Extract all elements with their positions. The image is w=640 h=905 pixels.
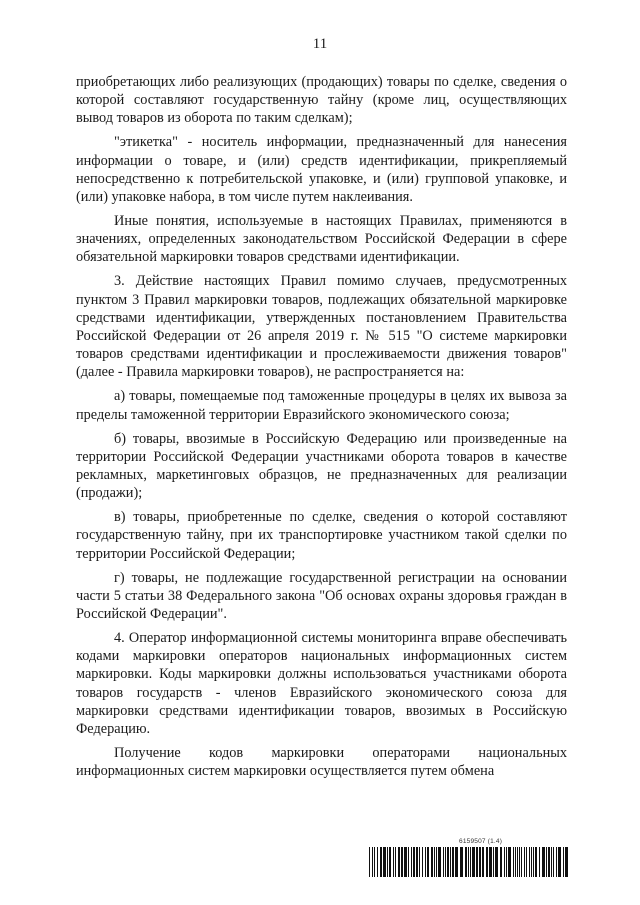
barcode-bar: [472, 847, 475, 877]
paragraph: 3. Действие настоящих Правил помимо случаев, предусмотренных пунктом 3 Правил маркировки товаров, подлежащих обязательной маркировке средствами идентификации, утвержденных постановлением Правительства Российской Федерации от 26 апреля 2019 г. № 515 "О системе маркировки товаров средствами идентификации и прослеживаемости движения товаров" (далее - Правила маркировки товаров), не распространяется на:: [76, 273, 567, 381]
barcode-bar: [504, 847, 505, 877]
barcode-bar: [546, 847, 547, 877]
barcode-bar: [427, 847, 429, 877]
barcode-bar: [455, 847, 458, 877]
barcode-bar: [425, 847, 426, 877]
barcode-bar: [517, 847, 518, 877]
barcode-bar: [508, 847, 511, 877]
barcode-bar: [389, 847, 391, 877]
barcode-bar: [422, 847, 423, 877]
paragraph: Получение кодов маркировки операторами национальных информационных систем маркировки осуществляется путем обмена: [76, 745, 567, 780]
barcode-bar: [398, 847, 400, 877]
page-number: 11: [312, 36, 328, 52]
barcode-bar: [495, 847, 498, 877]
barcode-bar: [535, 847, 537, 877]
barcode-bar: [377, 847, 378, 877]
barcode-bar: [380, 847, 382, 877]
barcode-bar: [489, 847, 492, 877]
barcode-bar: [529, 847, 530, 877]
barcode-bar: [548, 847, 550, 877]
paragraph: Иные понятия, используемые в настоящих Правилах, применяются в значениях, определенных законодательством Российской Федерации в сфере обязательной маркировки товаров средствами идентификации.: [76, 213, 567, 266]
barcode-bar: [436, 847, 437, 877]
barcode-bar: [521, 847, 522, 877]
barcode-bar: [419, 847, 420, 877]
paragraph: б) товары, ввозимые в Российскую Федерацию или произведенные на территории Российской Федерации участниками оборота товаров в качестве рекламных, маркетинговых образцов, не предназначенных для реализации (продажи);: [76, 430, 567, 502]
barcode-bar: [434, 847, 435, 877]
barcode-bar: [563, 847, 564, 877]
barcode-bar: [372, 847, 373, 877]
barcode-bar: [526, 847, 527, 877]
barcode-bar: [447, 847, 449, 877]
barcode-bar: [539, 847, 540, 877]
barcode-bar: [493, 847, 494, 877]
barcode-bar: [470, 847, 471, 877]
barcode-bar: [452, 847, 454, 877]
barcode-bar: [515, 847, 516, 877]
barcode-bar: [465, 847, 467, 877]
barcode-bar: [393, 847, 394, 877]
document-code: 6159507 (1.4): [459, 838, 503, 845]
barcode-bar: [411, 847, 412, 877]
paragraph: 4. Оператор информационной системы мониторинга вправе обеспечивать кодами маркировки операторов национальных информационных систем маркировки. Коды маркировки должны использоваться участниками оборота товаров государств - членов Евразийского экономического союза для маркировки средствами идентификации товаров, ввозимых в Российскую Федерацию.: [76, 630, 567, 738]
barcode-bar: [416, 847, 418, 877]
barcode-bar: [383, 847, 386, 877]
barcode-bar: [565, 847, 568, 877]
barcode-bar: [500, 847, 502, 877]
barcode-bar: [369, 847, 370, 877]
paragraph: а) товары, помещаемые под таможенные процедуры в целях их вывоза за пределы таможенной территории Евразийского экономического союза;: [76, 388, 567, 423]
barcode-bar: [395, 847, 396, 877]
barcode-bar: [401, 847, 403, 877]
barcode-bar: [438, 847, 441, 877]
barcode-bar: [524, 847, 525, 877]
barcode-bar: [374, 847, 375, 877]
barcode-bar: [431, 847, 433, 877]
barcode-bar: [531, 847, 532, 877]
barcode-bar: [553, 847, 554, 877]
paragraph: г) товары, не подлежащие государственной регистрации на основании части 5 статьи 38 Федерального закона "Об основах охраны здоровья граждан в Российской Федерации".: [76, 569, 567, 623]
paragraph: приобретающих либо реализующих (продающих) товары по сделке, сведения о которой составляют государственную тайну (кроме лиц, осуществляющих вывод товаров из оборота по таким сделкам);: [76, 74, 567, 127]
paragraph: в) товары, приобретенные по сделке, сведения о которой составляют государственную тайну, при их транспортировке участником такой сделки по территории Российской Федерации;: [76, 509, 567, 562]
barcode-bar: [482, 847, 484, 877]
barcode-bar: [556, 847, 557, 877]
barcode-bar: [506, 847, 507, 877]
barcode-bar: [479, 847, 481, 877]
barcode-bar: [513, 847, 514, 877]
barcode-bar: [468, 847, 469, 877]
document-body: [76, 73, 567, 786]
barcode-bar: [450, 847, 451, 877]
barcode-bar: [542, 847, 545, 877]
barcode-bar: [476, 847, 478, 877]
barcode-bar: [486, 847, 488, 877]
paragraph: "этикетка" - носитель информации, предназначенный для нанесения информации о товаре, и (или) средств идентификации, прикрепляемый непосредственно к потребительской упаковке, и (или) групповой упаковке, и (или) упаковке набора, в том числе путем наклеивания.: [76, 134, 567, 206]
barcode-bar: [533, 847, 534, 877]
barcode-bar: [404, 847, 407, 877]
barcode-bar: [460, 847, 463, 877]
barcode-bar: [413, 847, 415, 877]
barcode-bar: [408, 847, 409, 877]
barcode-image: [369, 847, 569, 877]
barcode-bar: [519, 847, 520, 877]
barcode-bar: [551, 847, 552, 877]
barcode-bar: [445, 847, 446, 877]
barcode-bar: [443, 847, 444, 877]
barcode-bar: [558, 847, 561, 877]
barcode-bar: [387, 847, 388, 877]
